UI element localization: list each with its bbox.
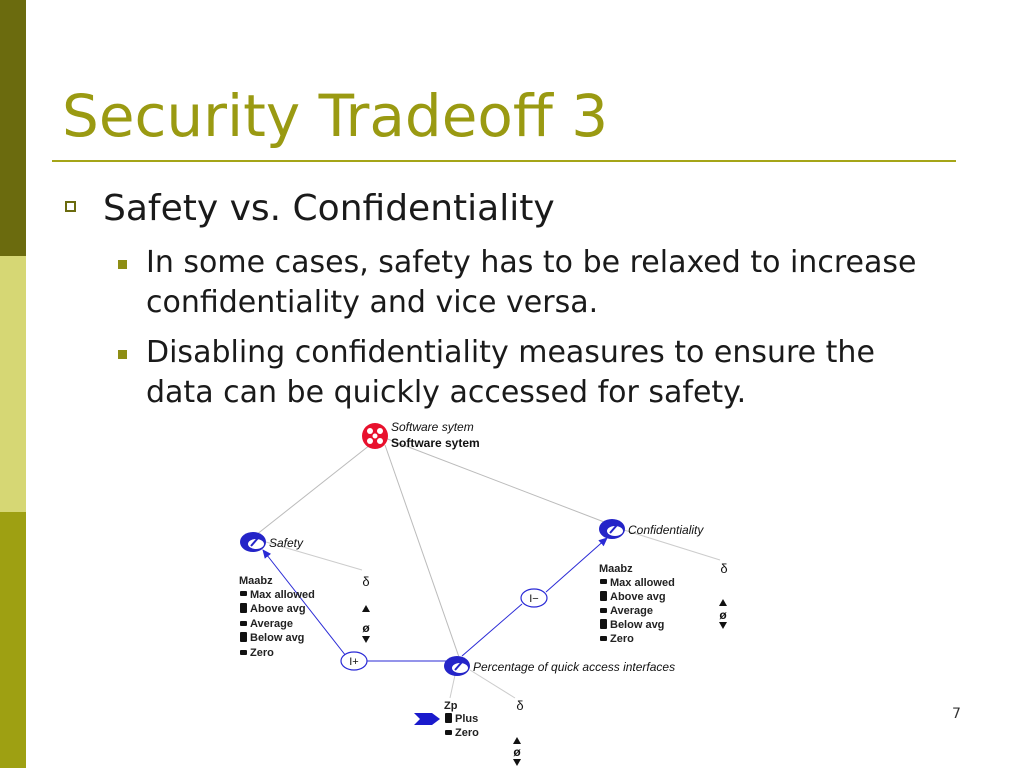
pct-phi: ø [513,745,521,759]
page-number: 7 [952,706,961,722]
safety-softgoal-icon [240,532,266,552]
safety-delta: δ [362,574,370,589]
pct-scale-title: Zp [444,700,458,712]
svg-text:Zero: Zero [455,727,479,739]
confidentiality-softgoal-icon [599,519,625,539]
svg-text:Above avg: Above avg [610,591,666,603]
pct-delta: δ [516,698,524,713]
subbullet-text-1: In some cases, safety has to be relaxed to increase confidentiality and vice versa. [146,245,917,320]
svg-text:Average: Average [250,618,294,630]
link-root-percentage [385,445,460,660]
safety-label: Safety [269,536,304,550]
percentage-scale [414,698,524,766]
link-pct-to-iminus [462,604,522,656]
link-pct-delta [470,670,515,698]
svg-text:I−: I− [529,593,539,605]
svg-text:Below avg: Below avg [250,632,305,644]
root-label-italic: Software sytem [391,420,474,434]
percentage-label: Percentage of quick access interfaces [473,660,676,674]
conf-phi: ø [719,608,727,622]
confidentiality-label: Confidentiality [628,523,704,537]
safety-scale [239,574,370,659]
link-iminus-to-conf [546,538,607,592]
link-pct-zp [450,675,455,698]
confidentiality-scale [599,561,728,645]
link-root-safety [256,441,375,535]
svg-text:Plus: Plus [455,713,479,725]
impact-plus-node [341,652,367,670]
subbullet-text-2: Disabling confidentiality measures to ensure the data can be quickly accessed for safety. [146,335,875,410]
svg-text:Zero: Zero [250,647,274,659]
svg-text:Above avg: Above avg [250,603,306,615]
impact-minus-node [521,589,547,607]
svg-text:Average: Average [610,605,654,617]
safety-phi: ø [362,621,370,635]
safety-scale-title: Maabz [239,575,273,587]
root-node-icon [362,423,388,449]
bullet-text: Safety vs. Confidentiality [103,188,555,229]
svg-text:Zero: Zero [610,633,634,645]
svg-text:I+: I+ [349,656,359,668]
slide-title: Security Tradeoff 3 [62,82,609,150]
conf-delta: δ [720,561,728,576]
conf-scale-title: Maabz [599,563,633,575]
pct-selected-arrow-icon [414,713,440,725]
svg-text:Below avg: Below avg [610,619,665,631]
root-label-bold: Software sytem [391,436,480,450]
percentage-softgoal-icon [444,656,470,676]
link-root-confidentiality [385,438,612,525]
svg-text:Max allowed: Max allowed [250,589,315,601]
svg-text:Max allowed: Max allowed [610,577,675,589]
